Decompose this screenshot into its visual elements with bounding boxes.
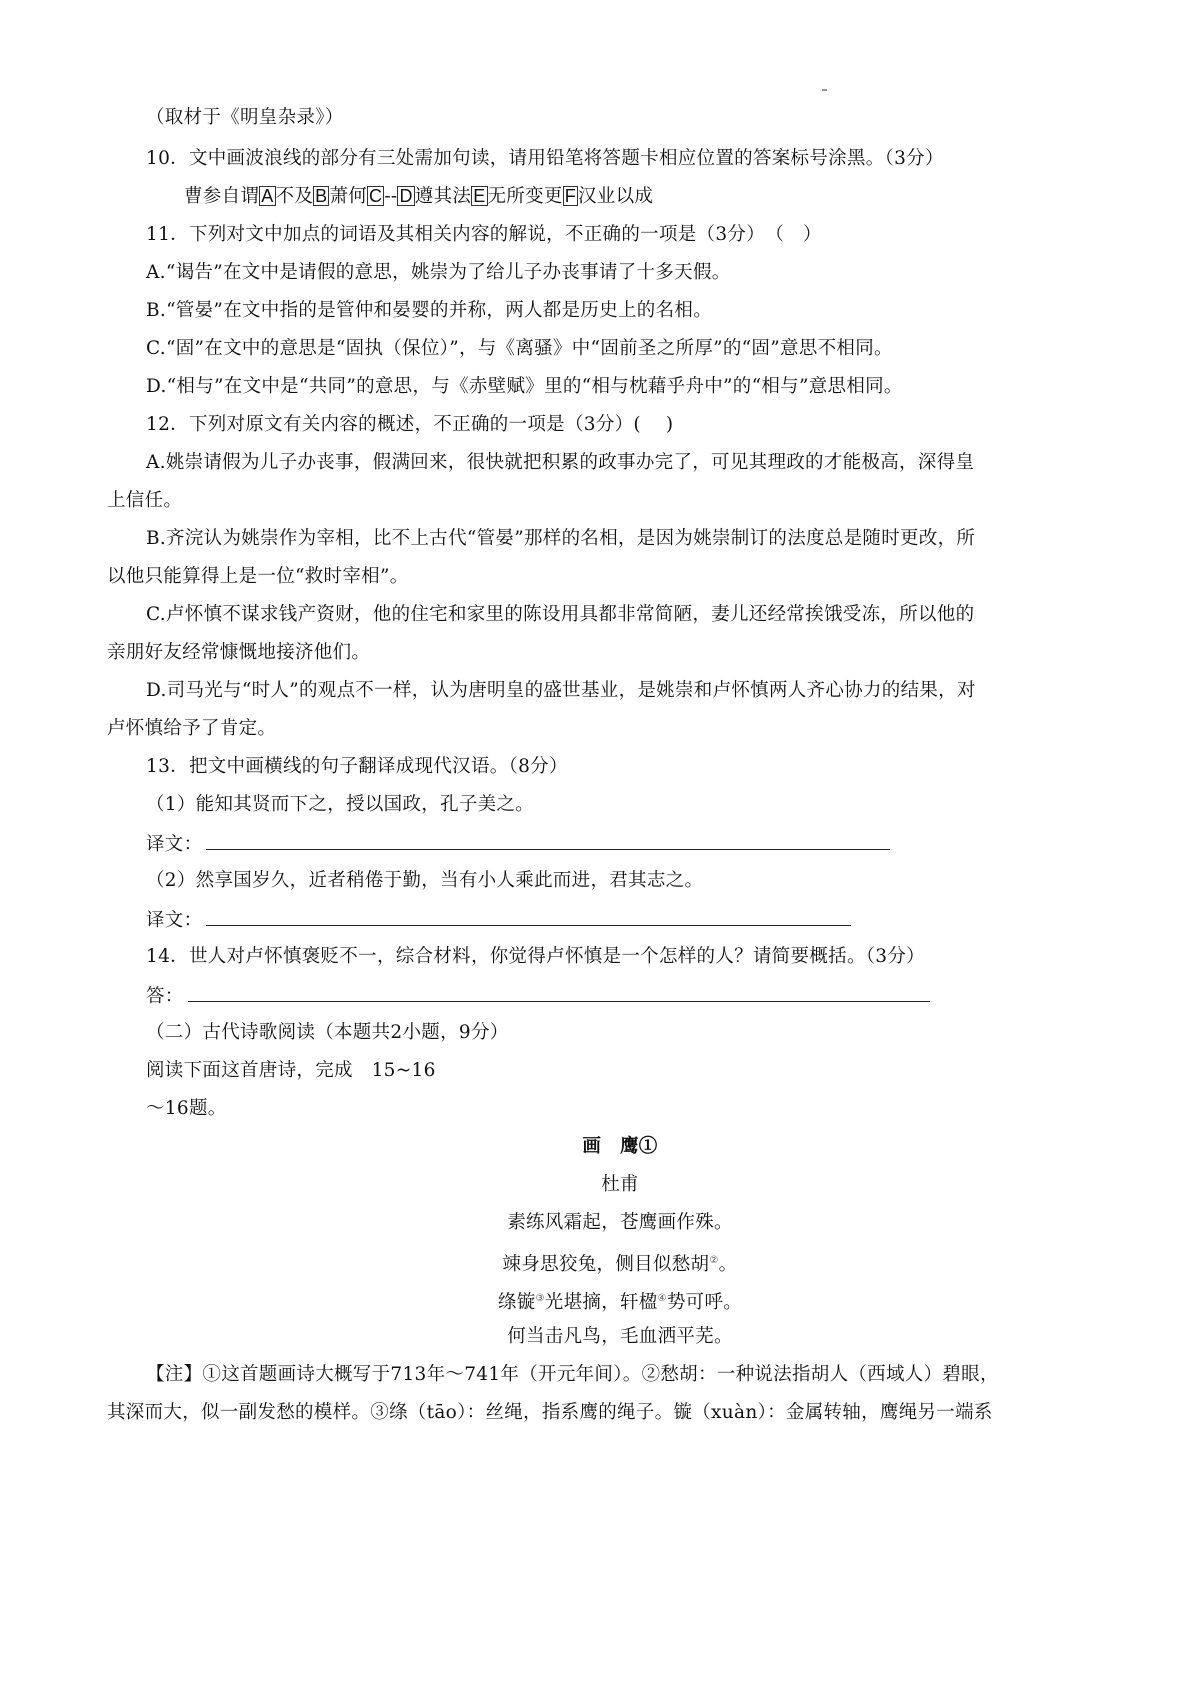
q13-sentence-2: （2）然享国岁久，近者稍倦于勤，当有小人乘此而进，君其志之。 [146, 870, 704, 891]
source-citation: （取材于《明皇杂录》） [146, 107, 344, 128]
option-box-f[interactable]: F [564, 186, 576, 206]
poem-text: 竦身思狡兔，侧目似愁胡 [502, 1254, 710, 1276]
section-intro-line2: ～16题。 [146, 1098, 227, 1119]
q12-option-b-line1: B.齐浣认为姚崇作为宰相，比不上古代“管晏”那样的名相，是因为姚崇制订的法度总是随时更改，所 [146, 528, 976, 549]
q12-option-c-line1: C.卢怀慎不谋求钱产资财，他的住宅和家里的陈设用具都非常简陋，妻儿还经常挨饿受冻，所以他的 [146, 604, 975, 625]
q11-option-a: A.“谒告”在文中是请假的意思，姚崇为了给儿子办丧事请了十多天假。 [146, 262, 731, 283]
option-box-b[interactable]: B [315, 186, 328, 206]
poem-line-4: 何当击凡鸟，毛血洒平芜。 [507, 1326, 733, 1347]
poem-text: 势可呼。 [666, 1292, 743, 1314]
scan-mark [822, 89, 827, 91]
footnote-ref: ③ [535, 1293, 545, 1304]
answer-label: 译文： [146, 910, 203, 931]
poem-line-3 [0, 1287, 1200, 1315]
answer-blank-2[interactable] [206, 907, 851, 926]
poem-text: 绦镟 [497, 1292, 536, 1314]
option-box-d[interactable]: D [399, 186, 413, 206]
q12-option-c-line2: 亲朋好友经常慷慨地接济他们。 [107, 642, 371, 663]
segment: 不及 [275, 186, 314, 207]
poem-line-1: 素练风霜起，苍鹰画作殊。 [507, 1212, 733, 1233]
segment: 汉业以成 [578, 186, 654, 207]
answer-label: 译文： [146, 834, 203, 855]
q12-option-d-line1: D.司马光与“时人”的观点不一样，认为唐明皇的盛世基业，是姚崇和卢怀慎两人齐心协力的结果，对 [146, 680, 976, 701]
q12-option-a-line2: 上信任。 [107, 490, 183, 511]
q11-option-d: D.“相与”在文中是“共同”的意思，与《赤壁赋》里的“相与枕藉乎舟中”的“相与”意思相同。 [146, 376, 903, 397]
q10-punctuation-line [184, 185, 653, 209]
segment: 曹参自谓 [184, 186, 260, 207]
answer-blank-1[interactable] [206, 831, 890, 850]
question-13: 13．把文中画横线的句子翻译成现代汉语。（8分） [146, 756, 568, 777]
q12-option-b-line2: 以他只能算得上是一位“救时宰相”。 [107, 566, 409, 587]
q11-option-c: C.“固”在文中的意思是“固执（保位）”，与《离骚》中“固前圣之所厚”的“固”意思不相同。 [146, 338, 893, 359]
question-14: 14．世人对卢怀慎褒贬不一，综合材料，你觉得卢怀慎是一个怎样的人？请简要概括。（3分） [146, 946, 925, 967]
q13-sentence-1: （1）能知其贤而下之，授以国政，孔子美之。 [146, 794, 535, 815]
footnote-ref: ② [709, 1255, 719, 1266]
q12-option-d-line2: 卢怀慎给予了肯定。 [107, 718, 277, 739]
poem-title: 画 鹰① [582, 1136, 658, 1157]
segment: 遵其法 [414, 186, 472, 207]
question-11: 11．下列对文中加点的词语及其相关内容的解说，不正确的一项是（3分） （ ） [146, 224, 822, 245]
poem-text: 。 [718, 1254, 738, 1276]
option-box-e[interactable]: E [473, 186, 486, 206]
q13-answer-2 [146, 907, 851, 933]
answer-blank-q14[interactable] [188, 983, 930, 1002]
segment: 萧何 [329, 186, 368, 207]
q11-option-b: B.“管晏”在文中指的是管仲和晏婴的并称，两人都是历史上的名相。 [146, 300, 712, 321]
section-heading: （二）古代诗歌阅读（本题共2小题，9分） [146, 1022, 509, 1043]
q14-answer [146, 983, 930, 1009]
question-12: 12．下列对原文有关内容的概述，不正确的一项是（3分）( ) [146, 414, 674, 435]
segment: 无所变更 [487, 186, 563, 207]
option-box-c[interactable]: C [369, 186, 383, 206]
poem-line-2 [0, 1249, 1200, 1277]
poem-text: 光堪摘，轩楹 [544, 1292, 658, 1314]
option-box-a[interactable]: A [261, 186, 274, 206]
q12-option-a-line1: A.姚崇请假为儿子办丧事，假满回来，很快就把积累的政事办完了，可见其理政的才能极高，深得皇 [146, 452, 975, 473]
section-intro-line1: 阅读下面这首唐诗，完成 15~16 [146, 1060, 436, 1081]
question-10: 10．文中画波浪线的部分有三处需加句读，请用铅笔将答题卡相应位置的答案标号涂黑。（3分） [146, 148, 944, 169]
note-line-2: 其深而大，似一副发愁的模样。③绦（tāo）：丝绳，指系鹰的绳子。镟（xuàn）：金属转轴，鹰绳另一端系 [107, 1402, 993, 1423]
poem-author: 杜甫 [601, 1174, 639, 1195]
q13-answer-1 [146, 831, 890, 857]
note-line-1: 【注】①这首题画诗大概写于713年～741年（开元年间）。②愁胡：一种说法指胡人（西域人）碧眼， [146, 1364, 999, 1385]
footnote-ref: ④ [657, 1293, 667, 1304]
answer-label: 答： [146, 986, 184, 1007]
segment: -- [384, 186, 398, 207]
